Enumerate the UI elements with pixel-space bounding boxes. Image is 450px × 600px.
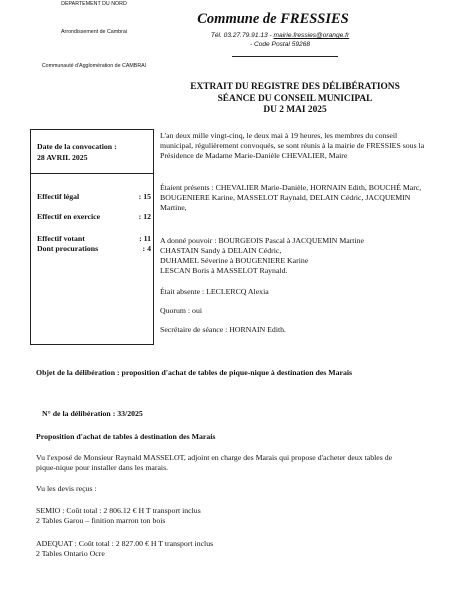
devis-cost-line: SEMIO : Coût total : 2 806.12 € H T transport inclus <box>36 506 201 515</box>
effectif-value: : 4 <box>142 244 151 253</box>
pouvoir-line: CHASTAIN Sandy à DELAIN Cédric, <box>160 246 282 255</box>
effectif-votant-row <box>37 234 151 243</box>
effectif-value: : 15 <box>138 192 151 201</box>
devis-cost-line: ADEQUAT : Coût total : 2 827.00 € H T transport inclus <box>36 539 214 548</box>
effectif-label: Effectif légal <box>37 192 80 201</box>
absente-line: Était absente : LECLERCQ Alexia <box>160 287 269 296</box>
email-link[interactable]: mairie.fressies@orange.fr <box>273 32 350 39</box>
commune-title: Commune de FRESSIES <box>197 11 349 27</box>
extrait-line-2: SÉANCE DU CONSEIL MUNICIPAL <box>217 93 373 104</box>
extrait-line-1: EXTRAIT DU REGISTRE DES DÉLIBÉRATIONS <box>190 82 400 92</box>
session-intro: L'an deux mille vingt-cinq, le deux mai à 19 heures, les membres du conseil municipal, régulièrement convoqués, se sont réunis à la mairie de FRESSIES sous la Présidence de Madame Marie-Danièle CHEVALIER, Maire <box>160 131 425 160</box>
devis-detail-line: 2 Tables Ontario Ocre <box>36 549 105 558</box>
departement-label: DEPARTEMENT DU NORD <box>61 1 127 7</box>
pouvoir-line: A donné pouvoir : BOURGEOIS Pascal à JACQUEMIN Martine <box>160 236 364 245</box>
convocation-block <box>37 141 117 163</box>
objet-deliberation: Objet de la délibération : proposition d'achat de tables de pique-nique à destination des Marais <box>36 368 353 377</box>
extrait-title <box>156 82 434 117</box>
effectif-label: Effectif en exercice <box>37 212 101 221</box>
postal-code: - Code Postal 59268 <box>249 41 311 48</box>
header-divider <box>232 56 338 57</box>
convocation-label: Date de la convocation : <box>37 142 117 151</box>
devis-item <box>36 539 408 559</box>
effectif-label: Dont procurations <box>37 244 99 253</box>
pouvoirs-block <box>160 236 432 276</box>
arrondissement-label: Arrondissement de Cambrai <box>61 29 127 35</box>
contact-info <box>190 31 370 49</box>
effectif-value: : 11 <box>139 234 151 243</box>
deliberation-subtitle: Proposition d'achat de tables à destination des Marais <box>36 432 216 441</box>
expose-paragraph: Vu l'exposé de Monsieur Raynald MASSELOT, adjoint en charge des Marais qui propose d'acheter deux tables de pique-nique pour installer dans les marais. <box>36 453 393 472</box>
devis-item <box>36 506 408 526</box>
procurations-row <box>37 244 151 253</box>
presents-list: Étaient présents : CHEVALIER Marie-Danièle, HORNAIN Edith, BOUCHÉ Marc, BOUGENIERE Karine, MASSELOT Raynald, DELAIN Cédric, JACQUEMIN Martine, <box>160 183 422 212</box>
pouvoir-line: LESCAN Boris à MASSELOT Raynald. <box>160 266 288 275</box>
effectif-exercice-row <box>37 212 151 221</box>
effectif-legal-row <box>37 192 151 201</box>
quorum-line: Quorum : oui <box>160 306 203 315</box>
phone-line: Tél. 03.27.79.91.13 - <box>210 32 274 39</box>
devis-intro: Vu les devis reçus : <box>36 484 97 493</box>
pouvoir-line: DUHAMEL Séverine à BOUGENIERE Karine <box>160 256 309 265</box>
extrait-line-3: DU 2 MAI 2025 <box>263 105 327 115</box>
effectif-value: : 12 <box>138 212 151 221</box>
communaute-label: Communauté d'Agglomération de CAMBRAI <box>41 63 147 69</box>
devis-detail-line: 2 Tables Garou – finition marron ton bois <box>36 516 166 525</box>
effectif-label: Effectif votant <box>37 234 85 243</box>
secretaire-line: Secrétaire de séance : HORNAIN Edith. <box>160 325 287 334</box>
numero-deliberation: N° de la délibération : 33/2025 <box>42 409 143 418</box>
convocation-date: 28 AVRIL 2025 <box>37 153 88 162</box>
